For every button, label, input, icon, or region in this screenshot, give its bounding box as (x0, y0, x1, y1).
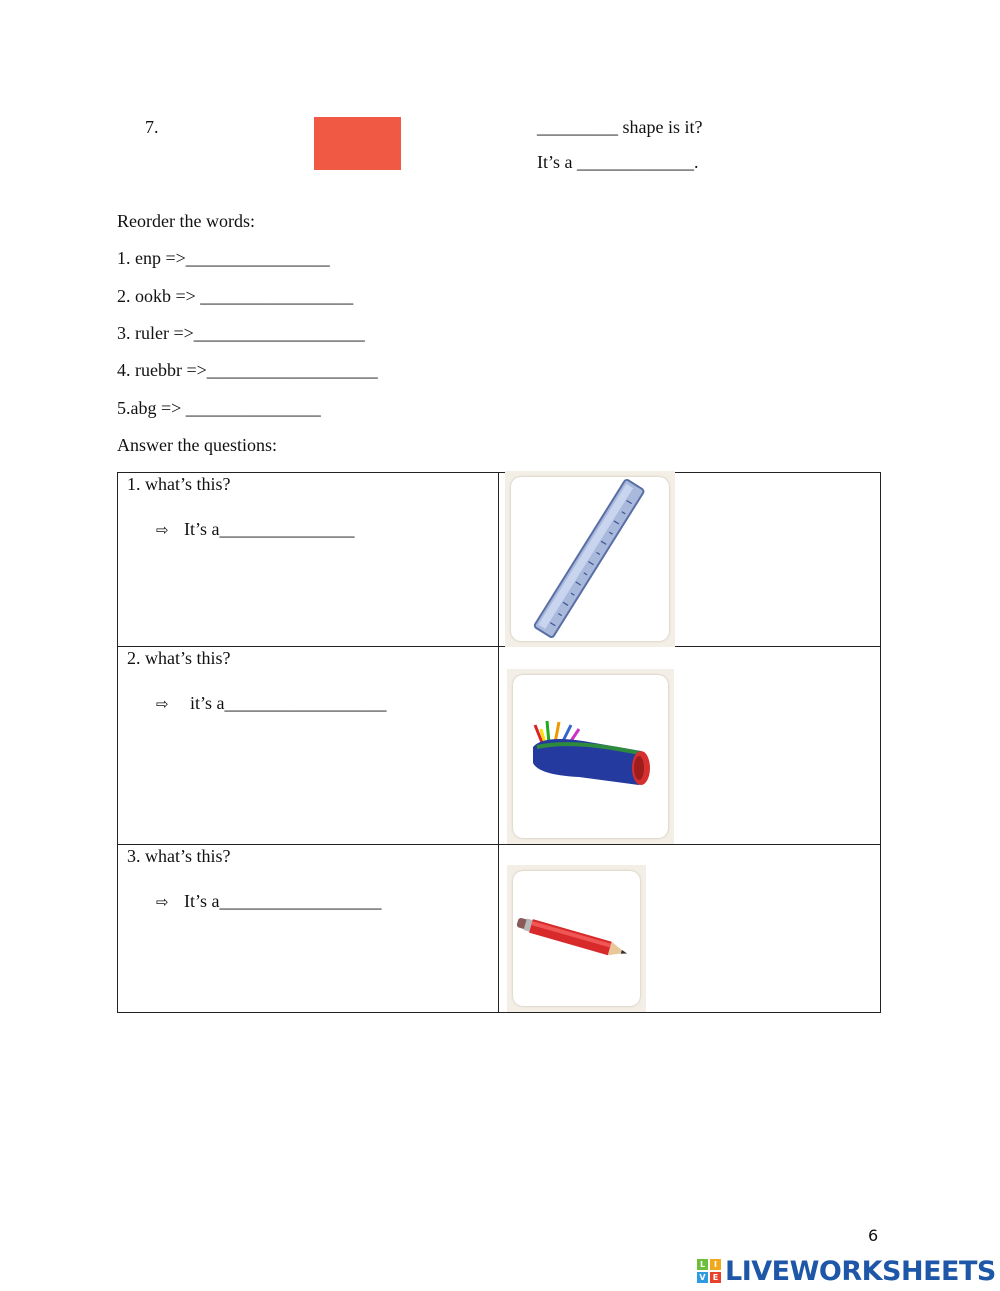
orange-rectangle-shape (314, 117, 401, 170)
arrow-icon: ⇨ (156, 695, 169, 713)
pencil-case-icon (513, 675, 668, 838)
reorder-item: 5.abg => _______________ (117, 398, 321, 418)
question-text: 1. what’s this? (127, 474, 231, 494)
questions-table (117, 472, 881, 1013)
answer-text: it’s a__________________ (190, 693, 387, 713)
questions-heading: Answer the questions: (117, 435, 277, 455)
reorder-item: 2. ookb => _________________ (117, 286, 354, 306)
answer-text: It’s a_______________ (184, 519, 355, 539)
item-number: 7. (145, 117, 159, 137)
image-cell (499, 647, 881, 845)
ruler-icon (511, 477, 669, 641)
reorder-heading: Reorder the words: (117, 211, 255, 231)
answer-text: It’s a__________________ (184, 891, 382, 911)
question-cell (118, 473, 499, 647)
logo-blocks-icon (697, 1259, 721, 1283)
image-cell (499, 473, 881, 647)
logo-block: I (710, 1259, 721, 1270)
page-number: 6 (868, 1226, 879, 1245)
table-row (118, 647, 881, 845)
answer-line (156, 519, 355, 540)
table-row (118, 473, 881, 647)
answer-line (156, 891, 382, 912)
reorder-item: 3. ruler =>___________________ (117, 323, 365, 343)
reorder-item: 1. enp =>________________ (117, 248, 330, 268)
arrow-icon: ⇨ (156, 521, 169, 539)
logo-text: LIVEWORKSHEETS (725, 1255, 996, 1287)
image-cell (499, 845, 881, 1013)
table-row (118, 845, 881, 1013)
question-text: 3. what’s this? (127, 846, 231, 866)
reorder-item: 4. ruebbr =>___________________ (117, 360, 378, 380)
liveworksheets-logo (697, 1255, 996, 1287)
arrow-icon: ⇨ (156, 893, 169, 911)
logo-block: V (697, 1272, 708, 1283)
question-cell (118, 845, 499, 1013)
pencil-case-image (507, 669, 674, 844)
ruler-image (505, 471, 675, 647)
logo-block: E (710, 1272, 721, 1283)
shape-answer: It’s a _____________. (537, 152, 699, 172)
answer-line (156, 693, 387, 714)
logo-block: L (697, 1259, 708, 1270)
question-text: 2. what’s this? (127, 648, 231, 668)
question-cell (118, 647, 499, 845)
shape-question: _________ shape is it? (537, 117, 703, 137)
pencil-image (507, 865, 646, 1012)
pencil-icon (513, 871, 640, 1006)
